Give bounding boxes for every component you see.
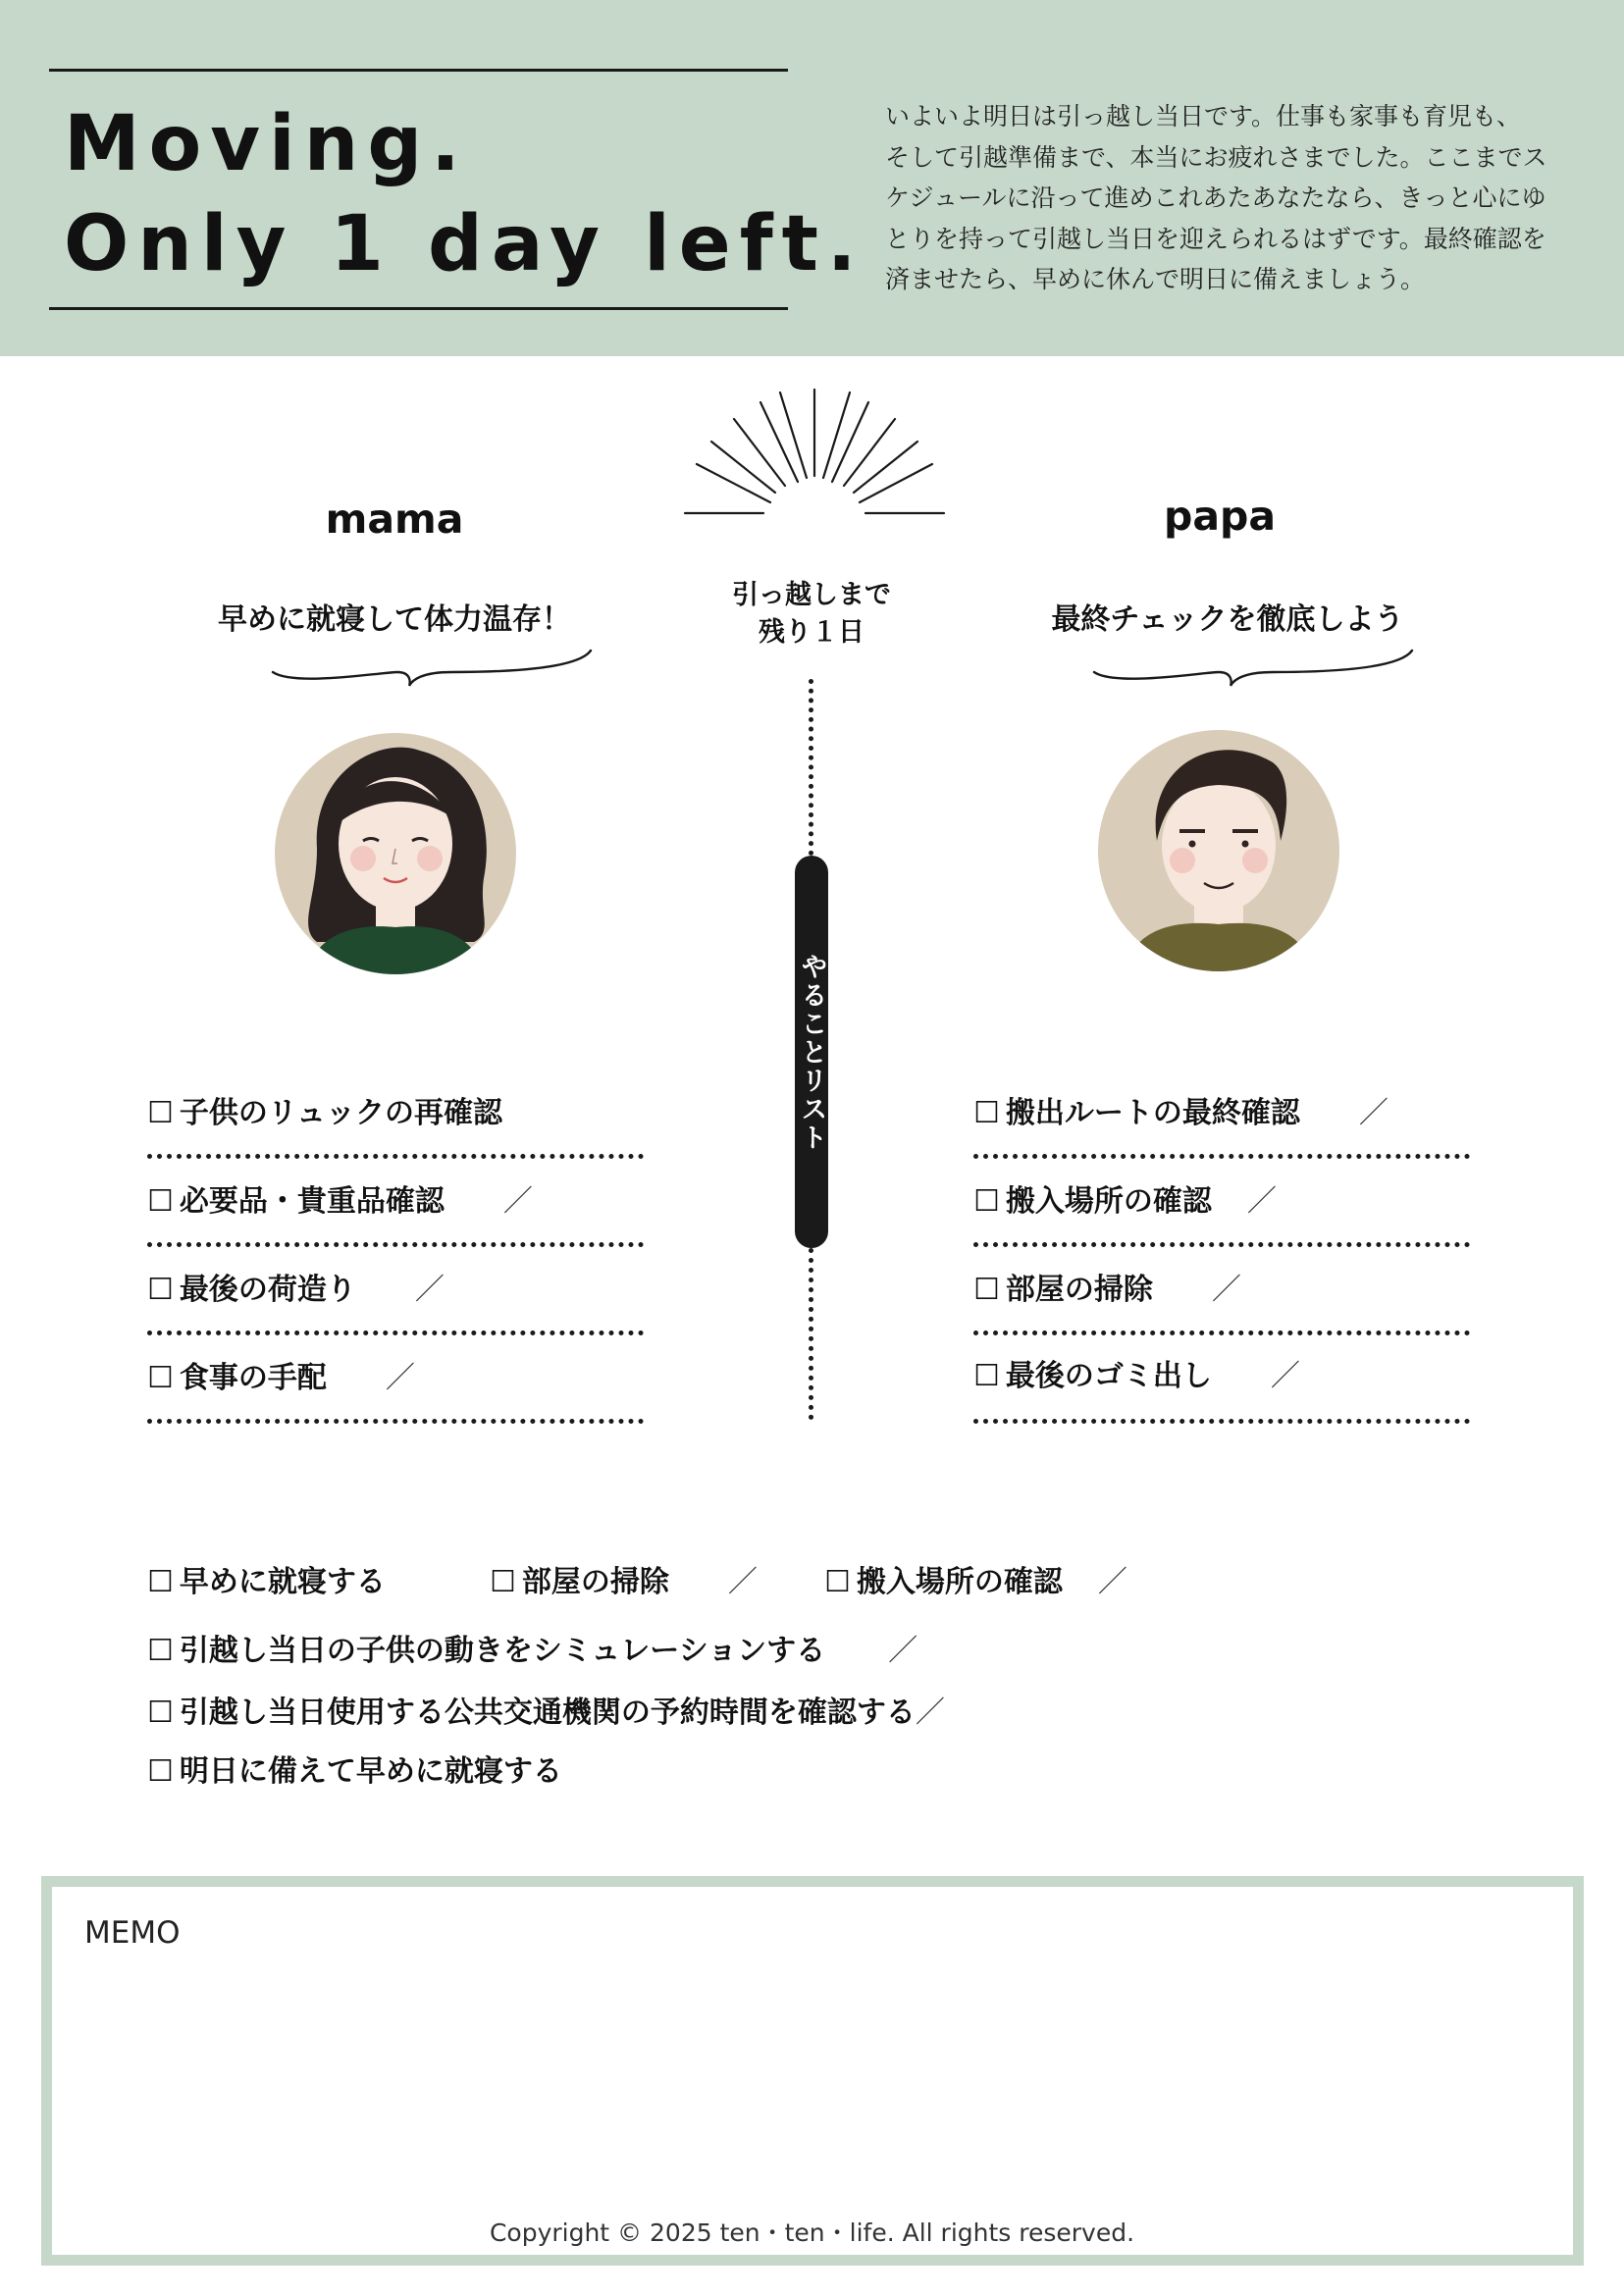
checkbox-icon[interactable]: ☐: [147, 1096, 174, 1130]
task-separator: [147, 1154, 644, 1159]
mama-task-item[interactable]: [147, 1273, 445, 1307]
task-label: 早めに就寝する: [179, 1565, 386, 1599]
task-label: 子供のリュックの再確認: [179, 1096, 503, 1130]
task-label: 部屋の掃除: [521, 1565, 669, 1599]
mama-speech-text: 早めに就寝して体力温存！: [218, 602, 571, 637]
check-mark-slash: ／: [1246, 1184, 1277, 1219]
checkbox-icon[interactable]: ☐: [147, 1273, 174, 1307]
task-label: 必要品・貴重品確認: [179, 1184, 445, 1219]
papa-speech-tail-icon: [1086, 643, 1420, 692]
checkbox-icon[interactable]: ☐: [147, 1565, 174, 1599]
intro-line: 済ませたら、早めに休んで明日に備えましょう。: [885, 265, 1426, 293]
task-separator: [973, 1154, 1470, 1159]
checkbox-icon[interactable]: ☐: [147, 1696, 174, 1730]
mama-task-item[interactable]: [147, 1184, 533, 1219]
title-top-rule: [49, 69, 788, 72]
shared-task-item[interactable]: [147, 1634, 918, 1668]
checkbox-icon[interactable]: ☐: [147, 1184, 174, 1219]
checkbox-icon[interactable]: ☐: [973, 1273, 1000, 1307]
checkbox-icon[interactable]: ☐: [490, 1565, 516, 1599]
mama-task-item[interactable]: [147, 1096, 503, 1130]
task-label: 最後の荷造り: [179, 1273, 356, 1307]
intro-line: ケジュールに沿って進めこれあたあなたなら、きっと心にゆ: [885, 183, 1546, 212]
task-label: 引越し当日の子供の動きをシミュレーションする: [179, 1634, 826, 1668]
checkbox-icon[interactable]: ☐: [973, 1359, 1000, 1393]
check-mark-slash: ／: [414, 1273, 445, 1307]
header-band: [0, 0, 1624, 356]
checkbox-icon[interactable]: ☐: [973, 1184, 1000, 1219]
check-mark-slash: ／: [1358, 1096, 1388, 1130]
task-separator: [147, 1242, 644, 1247]
check-mark-slash: ／: [502, 1184, 533, 1219]
papa-name: papa: [1163, 493, 1277, 540]
countdown-line: 残り１日: [759, 617, 864, 648]
memo-label: MEMO: [84, 1915, 181, 1951]
task-separator: [973, 1242, 1470, 1247]
countdown-line: 引っ越しまで: [732, 580, 891, 610]
task-separator: [147, 1419, 644, 1424]
task-label: 引越し当日使用する公共交通機関の予約時間を確認する: [179, 1696, 916, 1730]
papa-avatar: [1096, 728, 1341, 973]
title-bottom-rule: [49, 307, 788, 310]
shared-task-item[interactable]: [147, 1698, 945, 1728]
check-mark-slash: ／: [1211, 1273, 1241, 1307]
checkbox-icon[interactable]: ☐: [147, 1634, 174, 1668]
papa-task-item[interactable]: [973, 1096, 1388, 1130]
task-separator: [147, 1331, 644, 1335]
shared-task-item[interactable]: [490, 1565, 758, 1599]
papa-task-item[interactable]: [973, 1273, 1241, 1307]
task-label: 部屋の掃除: [1005, 1273, 1153, 1307]
countdown-label: [713, 577, 910, 652]
check-mark-slash: ／: [915, 1696, 945, 1730]
center-dotted-line: [809, 1248, 813, 1420]
mama-task-item[interactable]: [147, 1361, 415, 1395]
checkbox-icon[interactable]: ☐: [824, 1565, 851, 1599]
title-line-2: Only 1 day left.: [64, 200, 865, 288]
shared-task-item[interactable]: [147, 1565, 386, 1599]
check-mark-slash: ／: [727, 1565, 758, 1599]
intro-line: そして引越準備まで、本当にお疲れさまでした。ここまでス: [885, 142, 1547, 172]
center-dotted-line: [809, 679, 813, 856]
shared-task-item[interactable]: [147, 1754, 562, 1789]
mama-avatar: [273, 731, 518, 976]
papa-task-item[interactable]: [973, 1359, 1300, 1393]
checkbox-icon[interactable]: ☐: [973, 1096, 1000, 1130]
mama-name: mama: [325, 496, 464, 543]
task-label: 食事の手配: [179, 1361, 327, 1395]
intro-line: いよいよ明日は引っ越し当日です。仕事も家事も育児も、: [885, 102, 1522, 130]
check-mark-slash: ／: [888, 1634, 918, 1668]
copyright-text: Copyright © 2025 ten・ten・life. All rights reserved.: [489, 2218, 1135, 2247]
sunburst-icon: [677, 388, 952, 525]
task-label: 搬入場所の確認: [1005, 1184, 1212, 1219]
task-separator: [973, 1331, 1470, 1335]
papa-speech-text: 最終チェックを徹底しよう: [1051, 602, 1404, 637]
task-label: 明日に備えて早めに就寝する: [179, 1754, 562, 1789]
checkbox-icon[interactable]: ☐: [147, 1754, 174, 1789]
task-label: 最後のゴミ出し: [1005, 1359, 1212, 1393]
task-label: 搬出ルートの最終確認: [1005, 1096, 1300, 1130]
memo-box[interactable]: [41, 1876, 1584, 2266]
title-line-1: Moving.: [64, 100, 469, 188]
check-mark-slash: ／: [385, 1361, 415, 1395]
intro-paragraph: [885, 96, 1572, 300]
mama-speech-tail-icon: [265, 643, 599, 692]
papa-task-item[interactable]: [973, 1184, 1277, 1219]
intro-line: とりを持って引越し当日を迎えられるはずです。最終確認を: [885, 224, 1546, 253]
shared-task-item[interactable]: [824, 1565, 1127, 1599]
todo-label: やることリスト: [796, 952, 827, 1152]
checkbox-icon[interactable]: ☐: [147, 1361, 174, 1395]
task-label: 搬入場所の確認: [856, 1565, 1063, 1599]
check-mark-slash: ／: [1097, 1565, 1127, 1599]
task-separator: [973, 1419, 1470, 1424]
check-mark-slash: ／: [1270, 1359, 1300, 1393]
